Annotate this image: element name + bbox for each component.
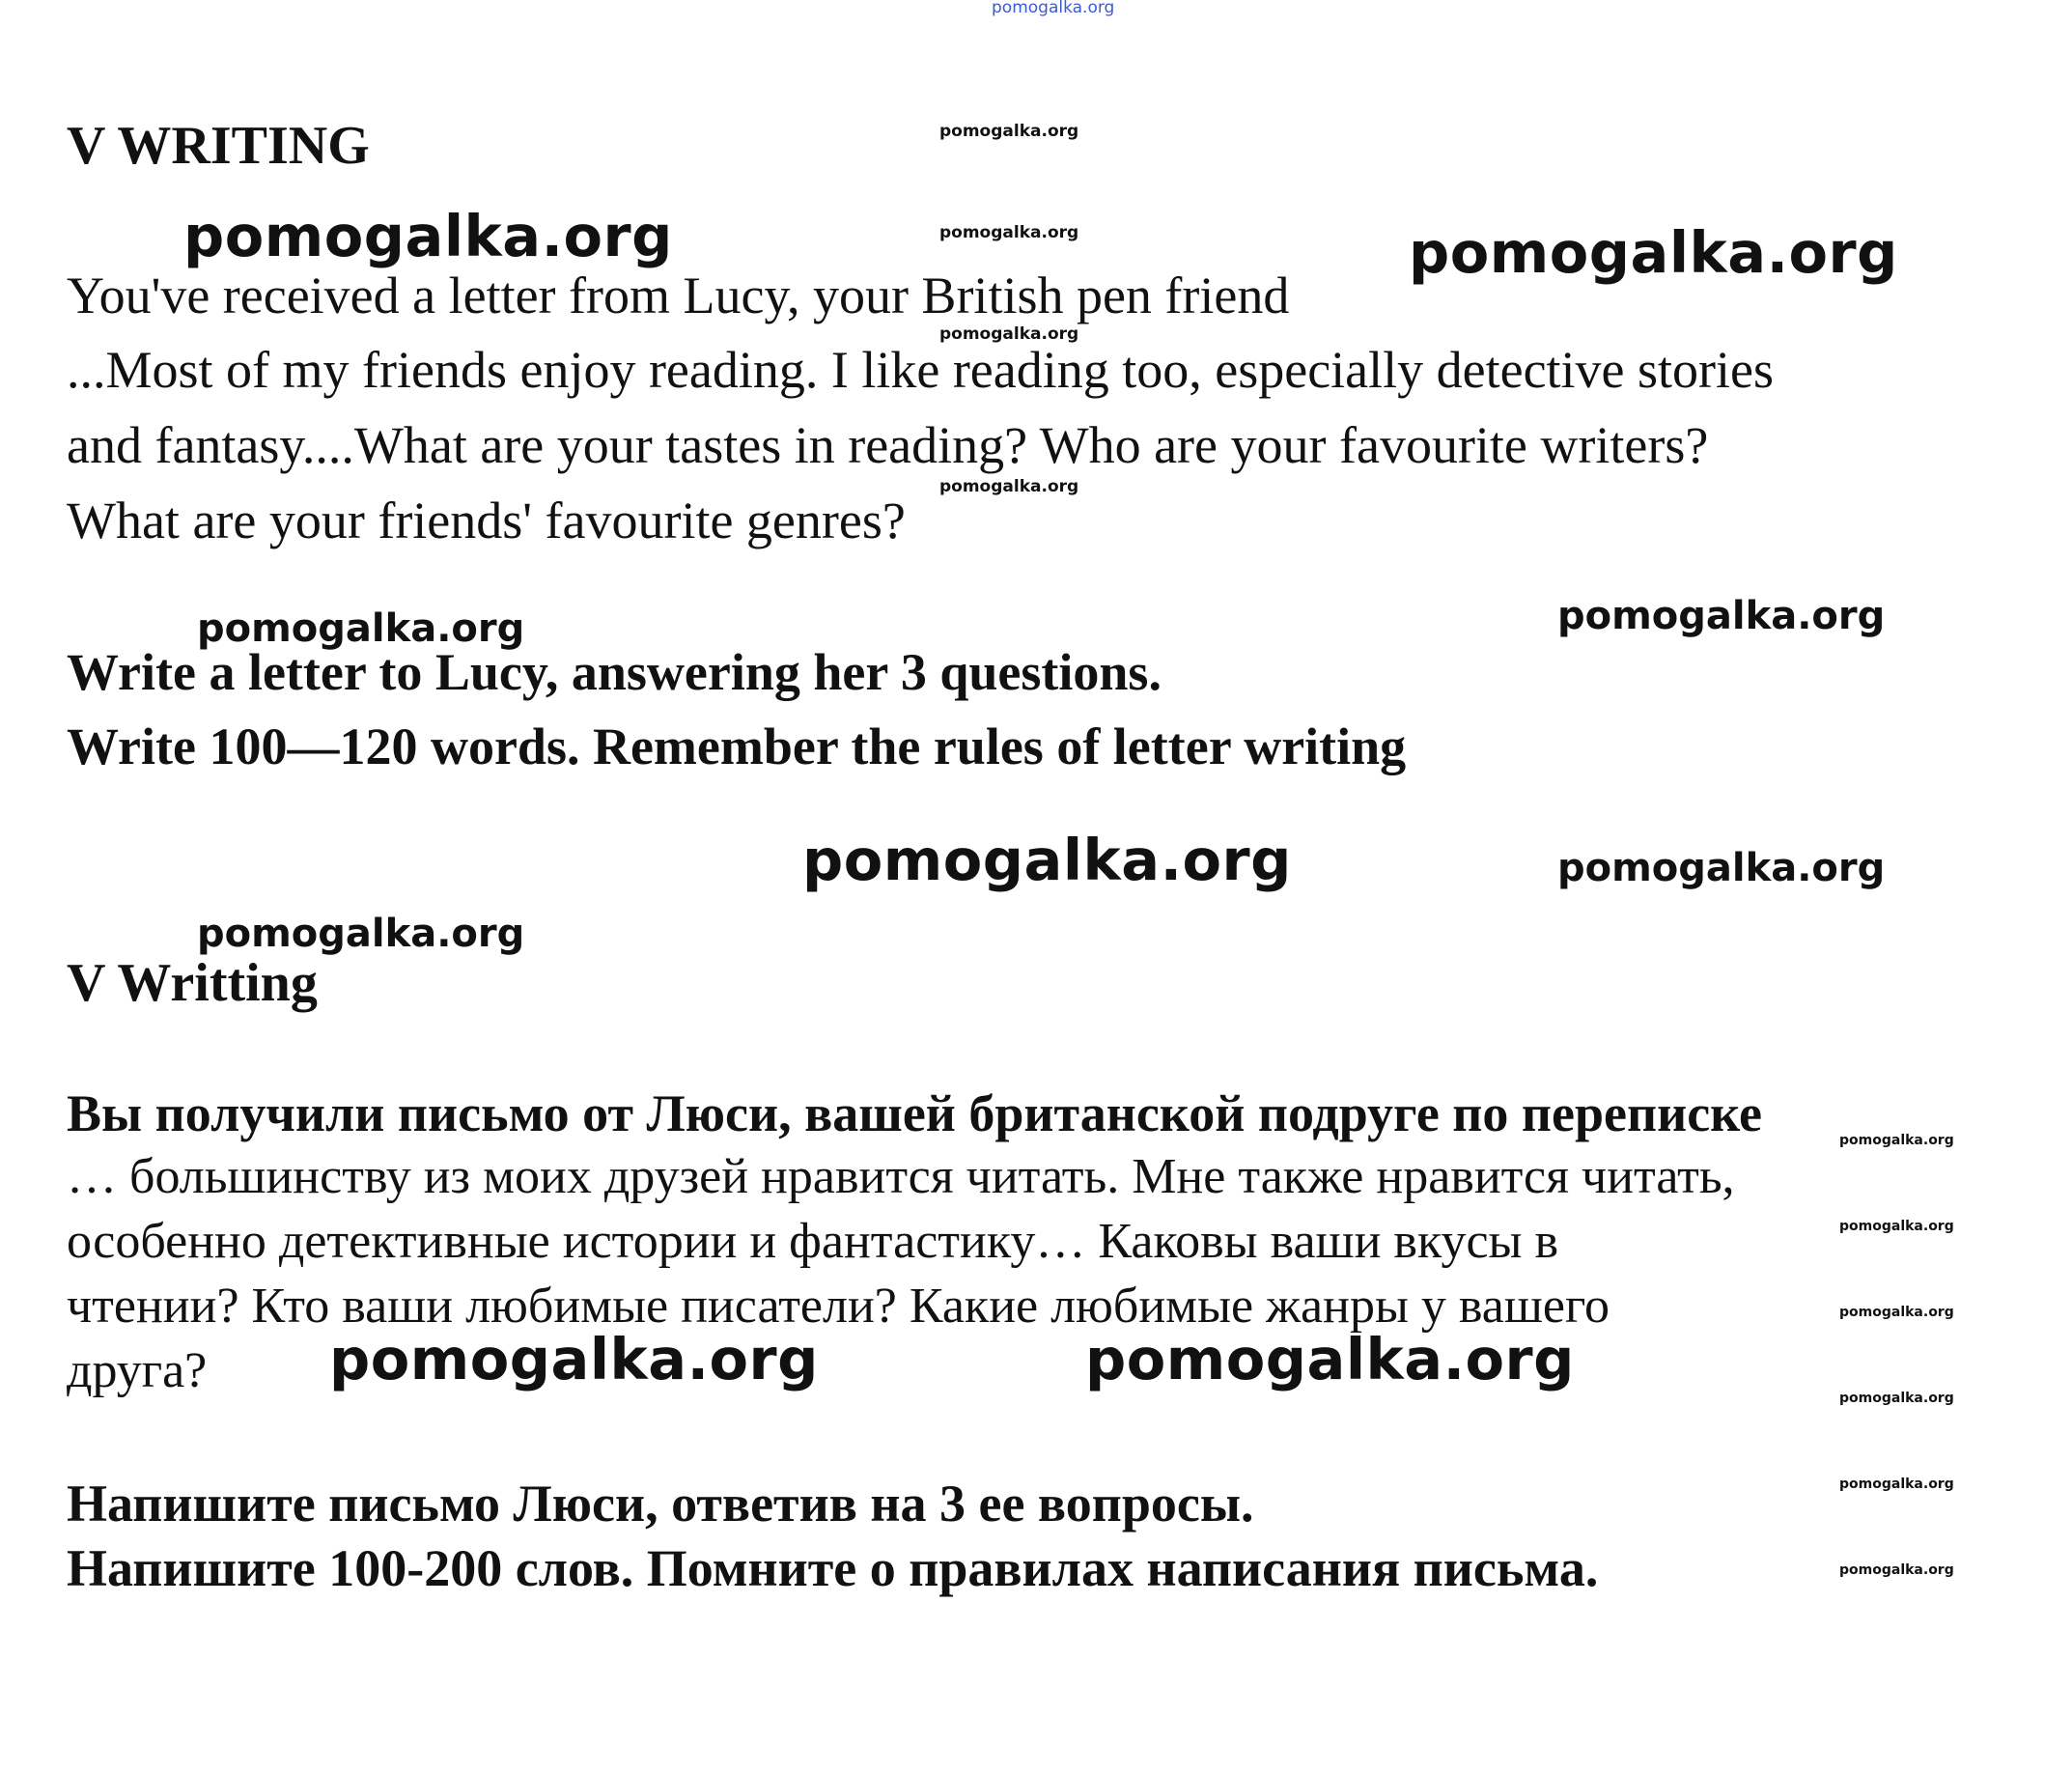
english-letter-line: What are your friends' favourite genres? <box>67 492 906 549</box>
watermark-xsmall: pomogalka.org <box>1839 1219 1954 1234</box>
english-letter-line: ...Most of my friends enjoy reading. I like reading too, especially detective stories <box>67 341 1774 399</box>
watermark-medium: pomogalka.org <box>1557 594 1886 638</box>
watermark-small: pomogalka.org <box>939 223 1079 242</box>
russian-letter-line: … большинству из моих друзей нравится читать. Мне также нравится читать, <box>67 1149 1735 1204</box>
watermark-large: pomogalka.org <box>329 1326 819 1392</box>
english-task-line: Write a letter to Lucy, answering her 3 questions. <box>67 643 1162 701</box>
watermark-xsmall: pomogalka.org <box>1839 1305 1954 1320</box>
english-letter-line: and fantasy....What are your tastes in reading? Who are your favourite writers? <box>67 416 1709 474</box>
watermark-xsmall: pomogalka.org <box>1839 1133 1954 1148</box>
watermark-medium: pomogalka.org <box>197 912 525 956</box>
watermark-xsmall: pomogalka.org <box>1839 1391 1954 1406</box>
russian-task-line: Напишите письмо Люси, ответив на 3 ее вопросы. <box>67 1475 1254 1533</box>
watermark-xsmall: pomogalka.org <box>1839 1477 1954 1492</box>
russian-intro: Вы получили письмо от Люси, вашей британской подруге по переписке <box>67 1084 1762 1142</box>
watermark-large: pomogalka.org <box>1085 1326 1575 1392</box>
watermark-medium: pomogalka.org <box>1557 846 1886 890</box>
watermark-small: pomogalka.org <box>939 324 1079 344</box>
watermark-large: pomogalka.org <box>1409 219 1898 286</box>
russian-heading: V Writting <box>67 953 318 1013</box>
english-heading: V WRITING <box>67 116 370 176</box>
russian-task-line: Напишите 100-200 слов. Помните о правилах написания письма. <box>67 1539 1599 1597</box>
english-task-line: Write 100—120 words. Remember the rules of letter writing <box>67 717 1407 775</box>
watermark-large: pomogalka.org <box>802 827 1292 893</box>
watermark-small: pomogalka.org <box>939 477 1079 496</box>
watermark-xsmall: pomogalka.org <box>1839 1562 1954 1578</box>
watermark-top: pomogalka.org <box>992 0 1115 17</box>
russian-letter-line: особенно детективные истории и фантастику… Каковы ваши вкусы в <box>67 1214 1559 1269</box>
english-intro: You've received a letter from Lucy, your British pen friend <box>67 267 1290 324</box>
watermark-large: pomogalka.org <box>183 203 673 269</box>
russian-letter-line: чтении? Кто ваши любимые писатели? Какие любимые жанры у вашего <box>67 1279 1610 1334</box>
watermark-small: pomogalka.org <box>939 122 1079 141</box>
russian-letter-line: друга? <box>67 1343 208 1398</box>
watermark-medium: pomogalka.org <box>197 606 525 651</box>
